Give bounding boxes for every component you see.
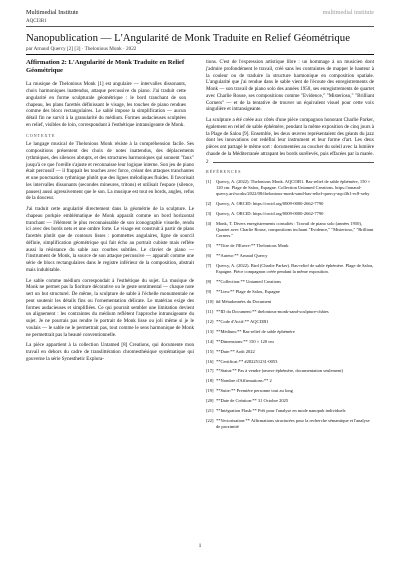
- reference-item: [206, 211, 374, 217]
- title-rule: [26, 54, 374, 55]
- reference-item: [206, 221, 374, 239]
- reference-number: [2]: [206, 200, 212, 206]
- reference-item: [206, 388, 374, 394]
- paragraph: La pièce appartient à la collection Untamed [8] Creations, qui documente mon travail en dehors du cadre de translittération chromesthésique systématique qui gouverne la série Synesthetic Explora-: [26, 342, 194, 362]
- reference-text: Quercy, A. ORCID: https://orcid.org/0009-0000-2662-7790: [216, 200, 324, 206]
- reference-text: **Vectorisation:** Affirmations structurées pour la recherche sémantique et l'analyse de proximité: [216, 418, 370, 430]
- reference-text: **Intégration Flask:** Prêt pour l'analyse en mode nanopub individuels: [216, 408, 346, 414]
- reference-item: [206, 339, 374, 345]
- reference-list: [206, 179, 374, 431]
- publisher-name-right: multimedial institute: [322, 9, 374, 16]
- reference-number: [9]: [206, 288, 212, 294]
- reference-number: [14]: [206, 338, 214, 344]
- reference-item: [206, 179, 374, 197]
- reference-text: **Suite:** Première personne tout au long: [216, 388, 293, 394]
- reference-item: [206, 299, 374, 305]
- reference-text: Quercy, A. ORCID: https://orcid.org/0009-0000-2662-7790: [216, 210, 324, 216]
- context-heading: CONTEXTE: [26, 132, 56, 138]
- collapse-label: 2: [206, 159, 209, 165]
- paragraph: Le sable comme médium correspondait à l'esthétique du sujet. La musique de Monk ne permet pas la fioriture décorative ou le geste sentimental — chaque note sert un but structurel. De même, la sculpture de sable à l'échelle monumentale ne peut soutenir les détails fins ou l'ornementation délicate. Le matériau exige des formes audacieuses et simplifiées. Ce qui pourrait sembler une limitation devient un alignement : les contraintes du médium reflètent l'approche intransigeante du sujet. Je ne pourrais pas rendre le portrait de Monk lisse ou joli même si je le voulais — le sable ne le permettrait pas, tout comme le sens harmonique de Monk ne permettrait pas la beauté conventionnelle.: [26, 277, 194, 338]
- two-column-body: [26, 59, 374, 434]
- reference-text: **Code d'Actif:** AQCI3B1: [216, 318, 269, 324]
- reference-text: **Dimensions:** 150 × 120 cm: [216, 338, 274, 344]
- byline: par Arnaud Quercy [2] [3] · Thelonious Monk · 2022: [26, 46, 137, 52]
- paragraph: La sculpture a été créée aux côtés d'une pièce compagnon honorant Charlie Parker, également en relief de sable éphémère, pendant la même exposition de cinq jours à la Plage de Salou [9]. Ensemble, les deux œuvres représentaient des géants du jazz dont les innovations ont redéfini leur instrument et leur forme d'art. Les deux pièces ont partagé le même sort : documentées au coucher du soleil avec la lumière chaude de la Méditerranée attrapant les bords surélevés, puis effacées par la marée.: [206, 117, 374, 157]
- reference-item: [206, 279, 374, 285]
- reference-number: [4]: [206, 220, 212, 226]
- document-id: AQCI3B1: [26, 19, 47, 24]
- running-header: [26, 0, 374, 16]
- reference-number: [17]: [206, 368, 214, 374]
- divider-line: [213, 162, 375, 163]
- reference-item: [206, 368, 374, 374]
- reference-text: **Statut:** Pas à vendre (œuvre éphémère, documentation seulement): [216, 368, 343, 374]
- reference-text: Monk, T. Divers enregistrements consultés : Travail de piano solo (années 1950), Quartet avec Charlie Rouse, compositions incluant "Evidence," "Misterioso," "Brilliant Corners.": [216, 220, 374, 238]
- reference-number: [22]: [206, 418, 214, 424]
- reference-item: [206, 329, 374, 335]
- reference-number: [18]: [206, 378, 214, 384]
- reference-item: [206, 243, 374, 249]
- reference-item: [206, 418, 374, 430]
- paragraph: Le langage musical de Thelonious Monk résiste à la compréhension facile. Ses compositions présentent des choix de notes inattendus, des déplacements rythmiques, des silences abrupts, et des structures harmoniques qui sonnent "faux" jusqu'à ce que l'oreille s'ajuste et reconnaisse leur logique interne. Son jeu de piano était percussif — il frappait les touches avec force, créant des attaques tranchantes et une ponctuation rythmique plutôt que des lignes mélodiques fluides. Il favorisait les intervalles dissonants (secondes mineures, tritons) et utilisait l'espace (silence, pauses) aussi agressivement que le son. La musique est tout en bords, angles, refus de la douceur.: [26, 141, 194, 202]
- reference-text: ## Métadonnées du Document: [216, 298, 272, 304]
- reference-item: [206, 398, 374, 404]
- reference-number: [11]: [206, 308, 214, 314]
- reference-number: [8]: [206, 278, 212, 284]
- left-column: [26, 59, 194, 434]
- reference-item: [206, 253, 374, 259]
- reference-item: [206, 378, 374, 384]
- reference-number: [3]: [206, 210, 212, 216]
- reference-text: **Lieu:** Plage de Salou, Espagne: [216, 288, 280, 294]
- paragraph: J'ai traduit cette angularité directement dans la géométrie de la sculpture. Le chapeau porkpie emblématique de Monk apparaît comme un bord horizontal tranchant — l'élément le plus reconnaissable de son iconographie visuelle, rendu ici avec des bords nets et une ombre forte. Le visage est construit à partir de plans facettés plutôt que de contours lisses : pommettes angulaires, ligne de sourcil définie, simplification géométrique qui fait écho au portrait cubiste mais reflète aussi la résistance du sable aux courbes subtiles. Le clavier de piano — l'instrument de Monk, la source de son attaque percussive — apparaît comme une série de blocs rectangulaires dans le registre inférieur de la composition, abstrait mais indubitable.: [26, 206, 194, 273]
- reference-item: [206, 309, 374, 315]
- reference-text: **Titre de l'Œuvre:** Thelonious Monk: [216, 242, 289, 248]
- reference-number: [13]: [206, 328, 214, 334]
- reference-text: **ID du Document:** thelonious-monk-sand-sculpture-châtes: [216, 308, 329, 314]
- reference-text: **Date:** Août 2022: [216, 348, 255, 354]
- page-number: 1: [198, 543, 202, 549]
- reference-number: [19]: [206, 388, 214, 394]
- reference-text: **Collection:** Untamed Creations: [216, 278, 281, 284]
- paragraph: tions. C'est de l'expression artistique libre : un hommage à un musicien dont j'admire profondément le travail, créé sans les contraintes de mapper le hauteur à la couleur ou de traduire la structure harmonique en composition spatiale. L'angularité que j'ai rendue dans le sable vient de l'écoute des enregistrements de Monk — son travail de piano solo des années 1950, ses enregistrements de quartet avec Charlie Rouse, ses compositions comme "Evidence," "Misterioso," "Brilliant Corners" — et de la tentative de trouver un équivalent visuel pour cette voix singulière et intransigeante.: [206, 59, 374, 113]
- reference-text: Quercy, A. (2022). Bird (Charlie Parker). Bas-relief de sable éphémère. Plage de Salou, Espagne. Pièce compagnon créée pendant la même exposition.: [216, 262, 374, 274]
- reference-text: Quercy, A. (2022). Thelonious Monk. AQCI3B1. Bas-relief de sable éphémère, 150 × 120 cm. Plage de Salou, Espagne. Collection Untamed Creations. https://arnaud-quercy.art/works/2022/08/thelonious-monk-sand-bas-relief-quercy-aqci3b1-ec8-xeby: [216, 178, 371, 196]
- page-title: Nanopublication — L'Angularité de Monk Traduite en Relief Géométrique: [26, 32, 350, 44]
- reference-text: **Médium:** Bas-relief de sable éphémère: [216, 328, 295, 334]
- reference-item: [206, 349, 374, 355]
- reference-number: [16]: [206, 358, 214, 364]
- reference-item: [206, 319, 374, 325]
- reference-item: [206, 201, 374, 207]
- reference-text: **Certificat:** #282251231-0053: [216, 358, 278, 364]
- collapse-divider[interactable]: [206, 160, 374, 167]
- reference-text: **Date de Création:** 31 Octobre 2025: [216, 398, 289, 404]
- reference-item: [206, 359, 374, 365]
- reference-number: [10]: [206, 298, 214, 304]
- header-rule: [26, 26, 374, 27]
- right-column: [206, 59, 374, 434]
- affirmation-title: Affirmation 2: L'Angularité de Monk Traduite en Relief Géométrique: [26, 59, 185, 75]
- reference-number: [21]: [206, 408, 214, 414]
- reference-item: [206, 263, 374, 275]
- reference-number: [1]: [206, 178, 212, 184]
- abstract: La musique de Thelonious Monk [1] est angulaire — intervalles dissonants, choix harmoniques inattendus, attaque percussive du piano. J'ai traduit cette angularité en forme sculpturale géométrique : le bord tranchant de son chapeau, les plans facettés définissant le visage, les touches de piano rendues comme des blocs rectangulaires. Le sablé impose la simplification — aucun détail fin ne survit à la granularité du médium. Formes audacieuses sculptées en relief, visibles de loin, correspondant à l'esthétique intransigeante de Monk.: [26, 81, 186, 128]
- reference-number: [5]: [206, 242, 212, 248]
- publisher-name: Multimedial Institute: [26, 9, 79, 16]
- references-heading: RÉFÉRENCES: [206, 169, 242, 175]
- reference-item: [206, 408, 374, 414]
- reference-number: [7]: [206, 262, 212, 268]
- reference-number: [15]: [206, 348, 214, 354]
- reference-text: **Nombre d'Affirmations:** 2: [216, 378, 272, 384]
- reference-item: [206, 289, 374, 295]
- reference-number: [12]: [206, 318, 214, 324]
- reference-text: **Auteur:** Arnaud Quercy: [216, 252, 268, 258]
- reference-number: [20]: [206, 398, 214, 404]
- reference-number: [6]: [206, 252, 212, 258]
